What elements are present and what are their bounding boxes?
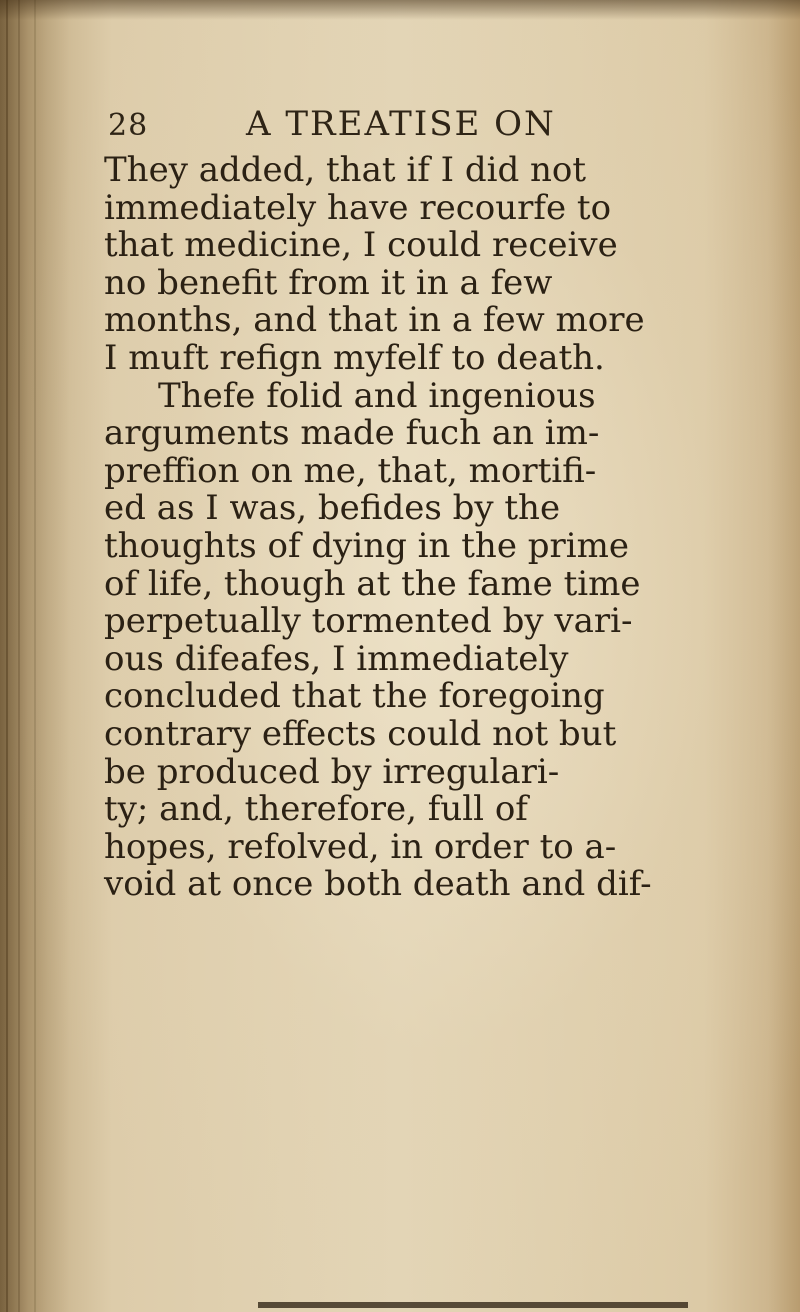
text-line: arguments made fuch an im- bbox=[104, 413, 600, 454]
text-line: be produced by irregulari- bbox=[104, 751, 560, 792]
top-edge-shadow bbox=[0, 0, 800, 20]
text-line: ty; and, therefore, full of bbox=[104, 789, 528, 830]
text-line: Thefe folid and ingenious bbox=[158, 375, 596, 416]
text-line: no benefit from it in a few bbox=[104, 262, 553, 303]
text-line: that medicine, I could receive bbox=[104, 225, 618, 266]
text-line: contrary effects could not but bbox=[104, 713, 617, 754]
spine-line bbox=[34, 0, 36, 1312]
text-line: I muft refign myfelf to death. bbox=[104, 337, 605, 378]
text-line: of life, though at the fame time bbox=[104, 563, 641, 604]
body-text bbox=[104, 152, 760, 904]
text-line: concluded that the foregoing bbox=[104, 676, 605, 717]
text-line: ed as I was, befides by the bbox=[104, 488, 561, 529]
running-title: A TREATISE ON bbox=[246, 104, 556, 144]
running-head bbox=[108, 104, 748, 150]
page-number: 28 bbox=[108, 108, 149, 143]
text-line: thoughts of dying in the prime bbox=[104, 525, 630, 566]
spine-line bbox=[6, 0, 8, 1312]
text-line: hopes, refolved, in order to a- bbox=[104, 826, 617, 867]
spine-line bbox=[18, 0, 20, 1312]
text-line: months, and that in a few more bbox=[104, 300, 645, 341]
text-line: They added, that if I did not bbox=[104, 150, 587, 190]
text-line: perpetually tormented by vari- bbox=[104, 601, 633, 642]
page-bottom-edge bbox=[258, 1302, 688, 1308]
text-line: void at once both death and dif- bbox=[104, 864, 652, 905]
text-line: ous difeafes, I immediately bbox=[104, 638, 569, 679]
text-line: preffion on me, that, mortifi- bbox=[104, 450, 597, 491]
text-line: immediately have recourfe to bbox=[104, 187, 612, 228]
